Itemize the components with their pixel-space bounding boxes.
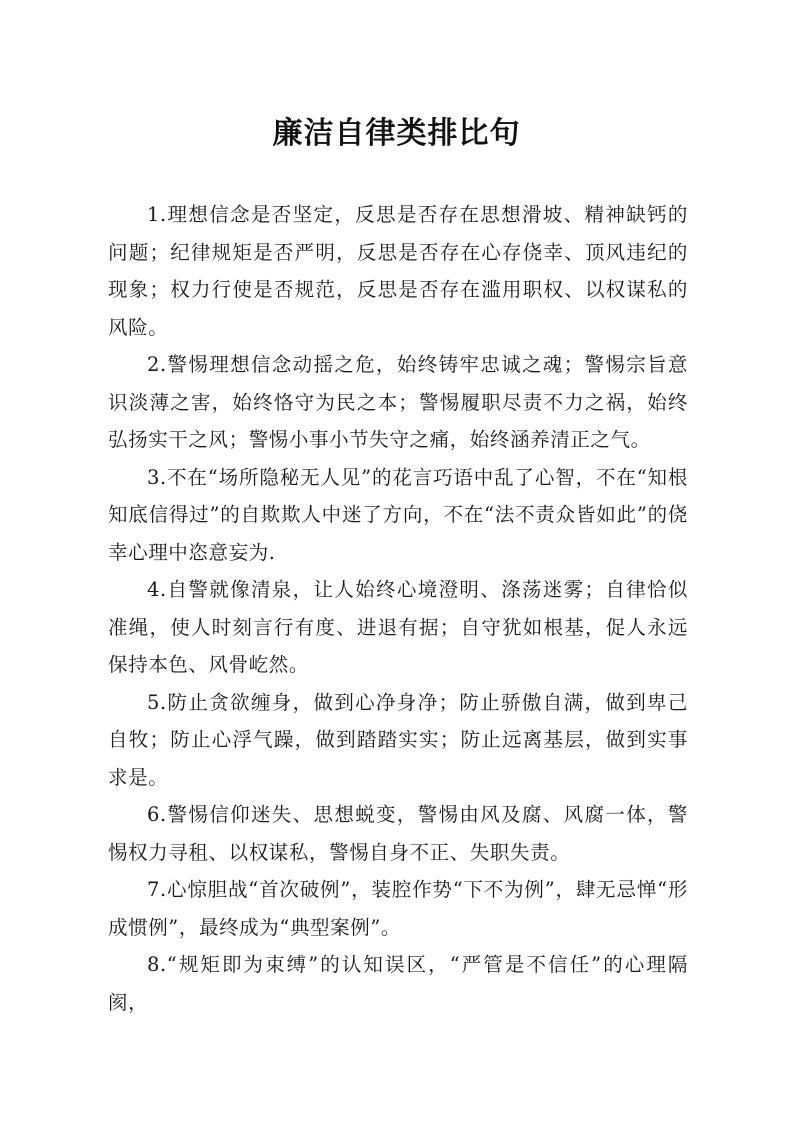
paragraph-2: 2.警惕理想信念动摇之危，始终铸牢忠诚之魂；警惕宗旨意识淡薄之害，始终恪守为民之本；警惕履职尽责不力之祸，始终弘扬实干之风；警惕小事小节失守之痛，始终涵养清正之气。 [108, 353, 688, 451]
paragraph-7: 7.心惊胆战“首次破例”，装腔作势“下不为例”，肆无忌惮“形成惯例”，最终成为“典型案例”。 [108, 878, 688, 939]
paragraph-1: 1.理想信念是否坚定，反思是否存在思想滑坡、精神缺钙的问题；纪律规矩是否严明，反思是否存在心存侥幸、顶风违纪的现象；权力行使是否规范，反思是否存在滥用职权、以权谋私的风险。 [108, 203, 688, 339]
paragraph-5: 5.防止贪欲缠身，做到心净身净；防止骄傲自满，做到卑己自牧；防止心浮气躁，做到踏踏实实；防止远离基层，做到实事求是。 [108, 690, 688, 789]
document-title: 廉洁自律类排比句 [272, 116, 521, 151]
paragraph-3: 3.不在“场所隐秘无人见”的花言巧语中乱了心智，不在“知根知底信得过”的自欺欺人中迷了方向，不在“法不责众皆如此”的侥幸心理中恣意妄为. [108, 465, 688, 564]
document-body [108, 196, 688, 1021]
paragraph-4: 4.自警就像清泉，让人始终心境澄明、涤荡迷雾；自律恰似准绳，使人时刻言行有度、进退有据；自守犹如根基，促人永远保持本色、风骨屹然。 [108, 578, 688, 676]
paragraph-8: 8.“规矩即为束缚”的认知误区，“严管是不信任”的心理隔阂， [108, 953, 688, 1014]
paragraph-6: 6.警惕信仰迷失、思想蜕变，警惕由风及腐、风腐一体，警惕权力寻租、以权谋私，警惕自身不正、失职失责。 [108, 803, 688, 864]
